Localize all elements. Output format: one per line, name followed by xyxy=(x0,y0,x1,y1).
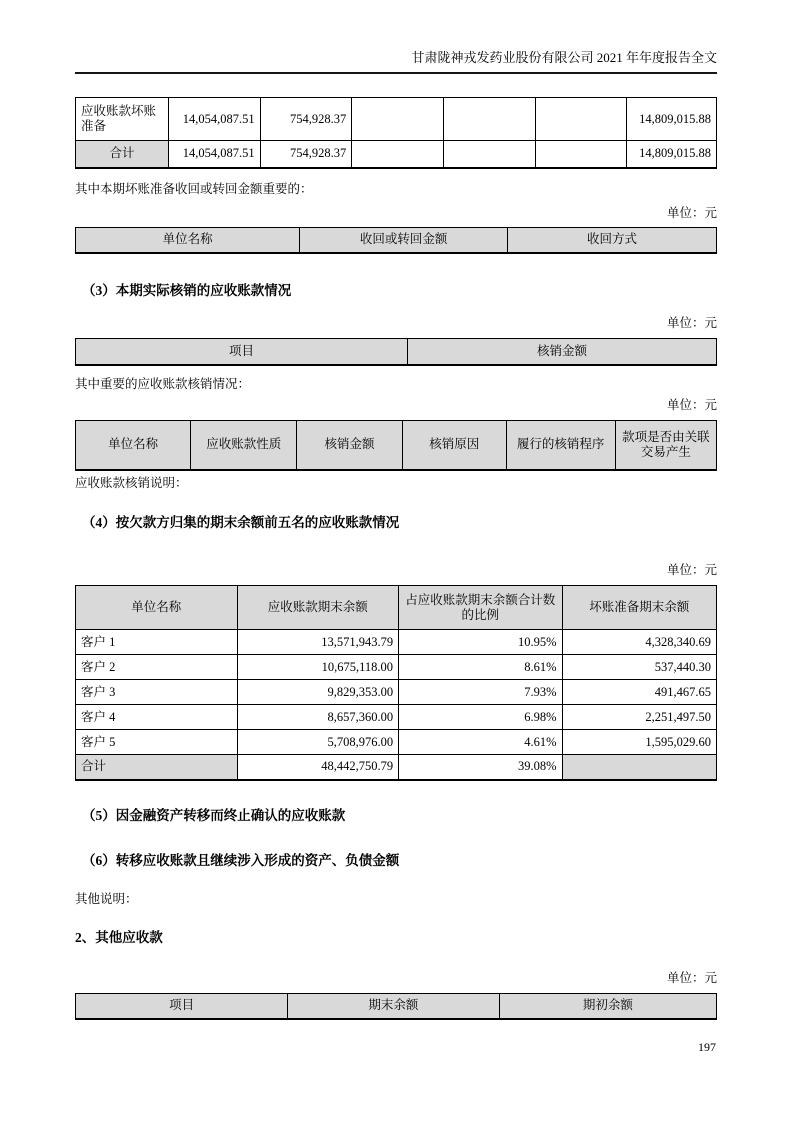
table-header-row xyxy=(76,339,717,365)
cell-value: 1,595,029.60 xyxy=(562,730,716,755)
table-total-row xyxy=(76,141,717,168)
table-row xyxy=(76,630,717,655)
page-number: 197 xyxy=(698,1040,716,1054)
cell-value: 4.61% xyxy=(399,730,562,755)
writeoff-note-text: 应收账款核销说明： xyxy=(75,476,188,490)
unit-label: 单位：元 xyxy=(666,970,717,985)
column-header: 期初余额 xyxy=(499,993,716,1019)
cell-value: 537,440.30 xyxy=(562,655,716,680)
cell-value: 8.61% xyxy=(399,655,562,680)
column-header: 单位名称 xyxy=(76,586,238,630)
column-header: 收回方式 xyxy=(508,227,717,253)
cell-value: 754,928.37 xyxy=(260,141,352,168)
column-header: 占应收账款期末余额合计数的比例 xyxy=(399,586,562,630)
table-row xyxy=(76,98,717,141)
column-header: 履行的核销程序 xyxy=(506,420,615,470)
cell-value xyxy=(352,141,444,168)
cell-value: 14,809,015.88 xyxy=(627,141,717,168)
table-header-row xyxy=(76,586,717,630)
total-label: 合计 xyxy=(76,755,238,780)
cell-value: 6.98% xyxy=(399,705,562,730)
table-row xyxy=(76,680,717,705)
table-header-row xyxy=(76,227,717,253)
table-header-row xyxy=(76,420,717,470)
column-header: 核销金额 xyxy=(408,339,717,365)
top5-receivables-table xyxy=(75,585,717,781)
cell-value xyxy=(535,98,627,141)
unit-label: 单位：元 xyxy=(666,316,717,330)
cell-value: 4,328,340.69 xyxy=(562,630,716,655)
customer-label: 客户 1 xyxy=(76,630,238,655)
writeoff-cases-text: 其中重要的应收账款核销情况： xyxy=(75,376,251,391)
customer-label: 客户 4 xyxy=(76,705,238,730)
table-row xyxy=(76,705,717,730)
table-row xyxy=(76,655,717,680)
column-header: 单位名称 xyxy=(76,420,191,470)
cell-value xyxy=(443,141,535,168)
column-header: 期末余额 xyxy=(288,993,500,1019)
cell-value xyxy=(535,141,627,168)
section-heading-6: （6）转移应收账款且继续涉入形成的资产、负债金额 xyxy=(82,852,400,868)
section-heading-3: （3）本期实际核销的应收账款情况 xyxy=(82,283,292,298)
cell-value xyxy=(443,98,535,141)
unit-label: 单位：元 xyxy=(666,205,717,220)
column-header: 款项是否由关联交易产生 xyxy=(615,420,716,470)
cell-value: 10,675,118.00 xyxy=(237,655,399,680)
customer-label: 客户 3 xyxy=(76,680,238,705)
cell-value: 14,054,087.51 xyxy=(168,141,260,168)
unit-label: 单位：元 xyxy=(666,563,717,577)
cell-value: 13,571,943.79 xyxy=(237,630,399,655)
cell-value: 8,657,360.00 xyxy=(237,705,399,730)
cell-value: 39.08% xyxy=(399,755,562,780)
cell-value: 10.95% xyxy=(399,630,562,655)
recover-intro-text: 其中本期坏账准备收回或转回金额重要的： xyxy=(75,181,313,196)
cell-value: 5,708,976.00 xyxy=(237,730,399,755)
column-header: 坏账准备期末余额 xyxy=(562,586,716,630)
cell-value: 754,928.37 xyxy=(260,98,352,141)
writeoff-table xyxy=(75,338,717,366)
section-heading-5: （5）因金融资产转移而终止确认的应收账款 xyxy=(82,807,346,823)
recover-table xyxy=(75,227,717,255)
customer-label: 客户 5 xyxy=(76,730,238,755)
column-header: 核销金额 xyxy=(297,420,403,470)
table-header-row xyxy=(76,993,717,1019)
column-header: 应收账款期末余额 xyxy=(237,586,399,630)
header-rule xyxy=(75,72,717,74)
section-heading-4: （4）按欠款方归集的期末余额前五名的应收账款情况 xyxy=(82,515,400,530)
column-header: 收回或转回金额 xyxy=(300,227,508,253)
cell-value: 14,809,015.88 xyxy=(627,98,717,141)
customer-label: 客户 2 xyxy=(76,655,238,680)
cell-value xyxy=(562,755,716,780)
column-header: 项目 xyxy=(76,339,408,365)
table-row xyxy=(76,730,717,755)
column-header: 单位名称 xyxy=(76,227,300,253)
cell-value: 48,442,750.79 xyxy=(237,755,399,780)
row-label: 应收账款坏账准备 xyxy=(76,98,169,141)
column-header: 项目 xyxy=(76,993,288,1019)
other-receivables-table xyxy=(75,993,717,1021)
report-header-title: 甘肃陇神戎发药业股份有限公司 2021 年年度报告全文 xyxy=(411,50,717,65)
table-total-row xyxy=(76,755,717,780)
cell-value: 491,467.65 xyxy=(562,680,716,705)
writeoff-detail-table xyxy=(75,420,717,472)
bad-debt-provision-table xyxy=(75,97,717,169)
section-heading-other-receivables: 2、其他应收款 xyxy=(75,929,163,945)
cell-value: 2,251,497.50 xyxy=(562,705,716,730)
total-label: 合计 xyxy=(76,141,169,168)
cell-value xyxy=(352,98,444,141)
cell-value: 7.93% xyxy=(399,680,562,705)
cell-value: 14,054,087.51 xyxy=(168,98,260,141)
unit-label: 单位：元 xyxy=(666,397,717,412)
other-note-text: 其他说明： xyxy=(75,891,138,906)
cell-value: 9,829,353.00 xyxy=(237,680,399,705)
column-header: 应收账款性质 xyxy=(191,420,297,470)
column-header: 核销原因 xyxy=(402,420,506,470)
